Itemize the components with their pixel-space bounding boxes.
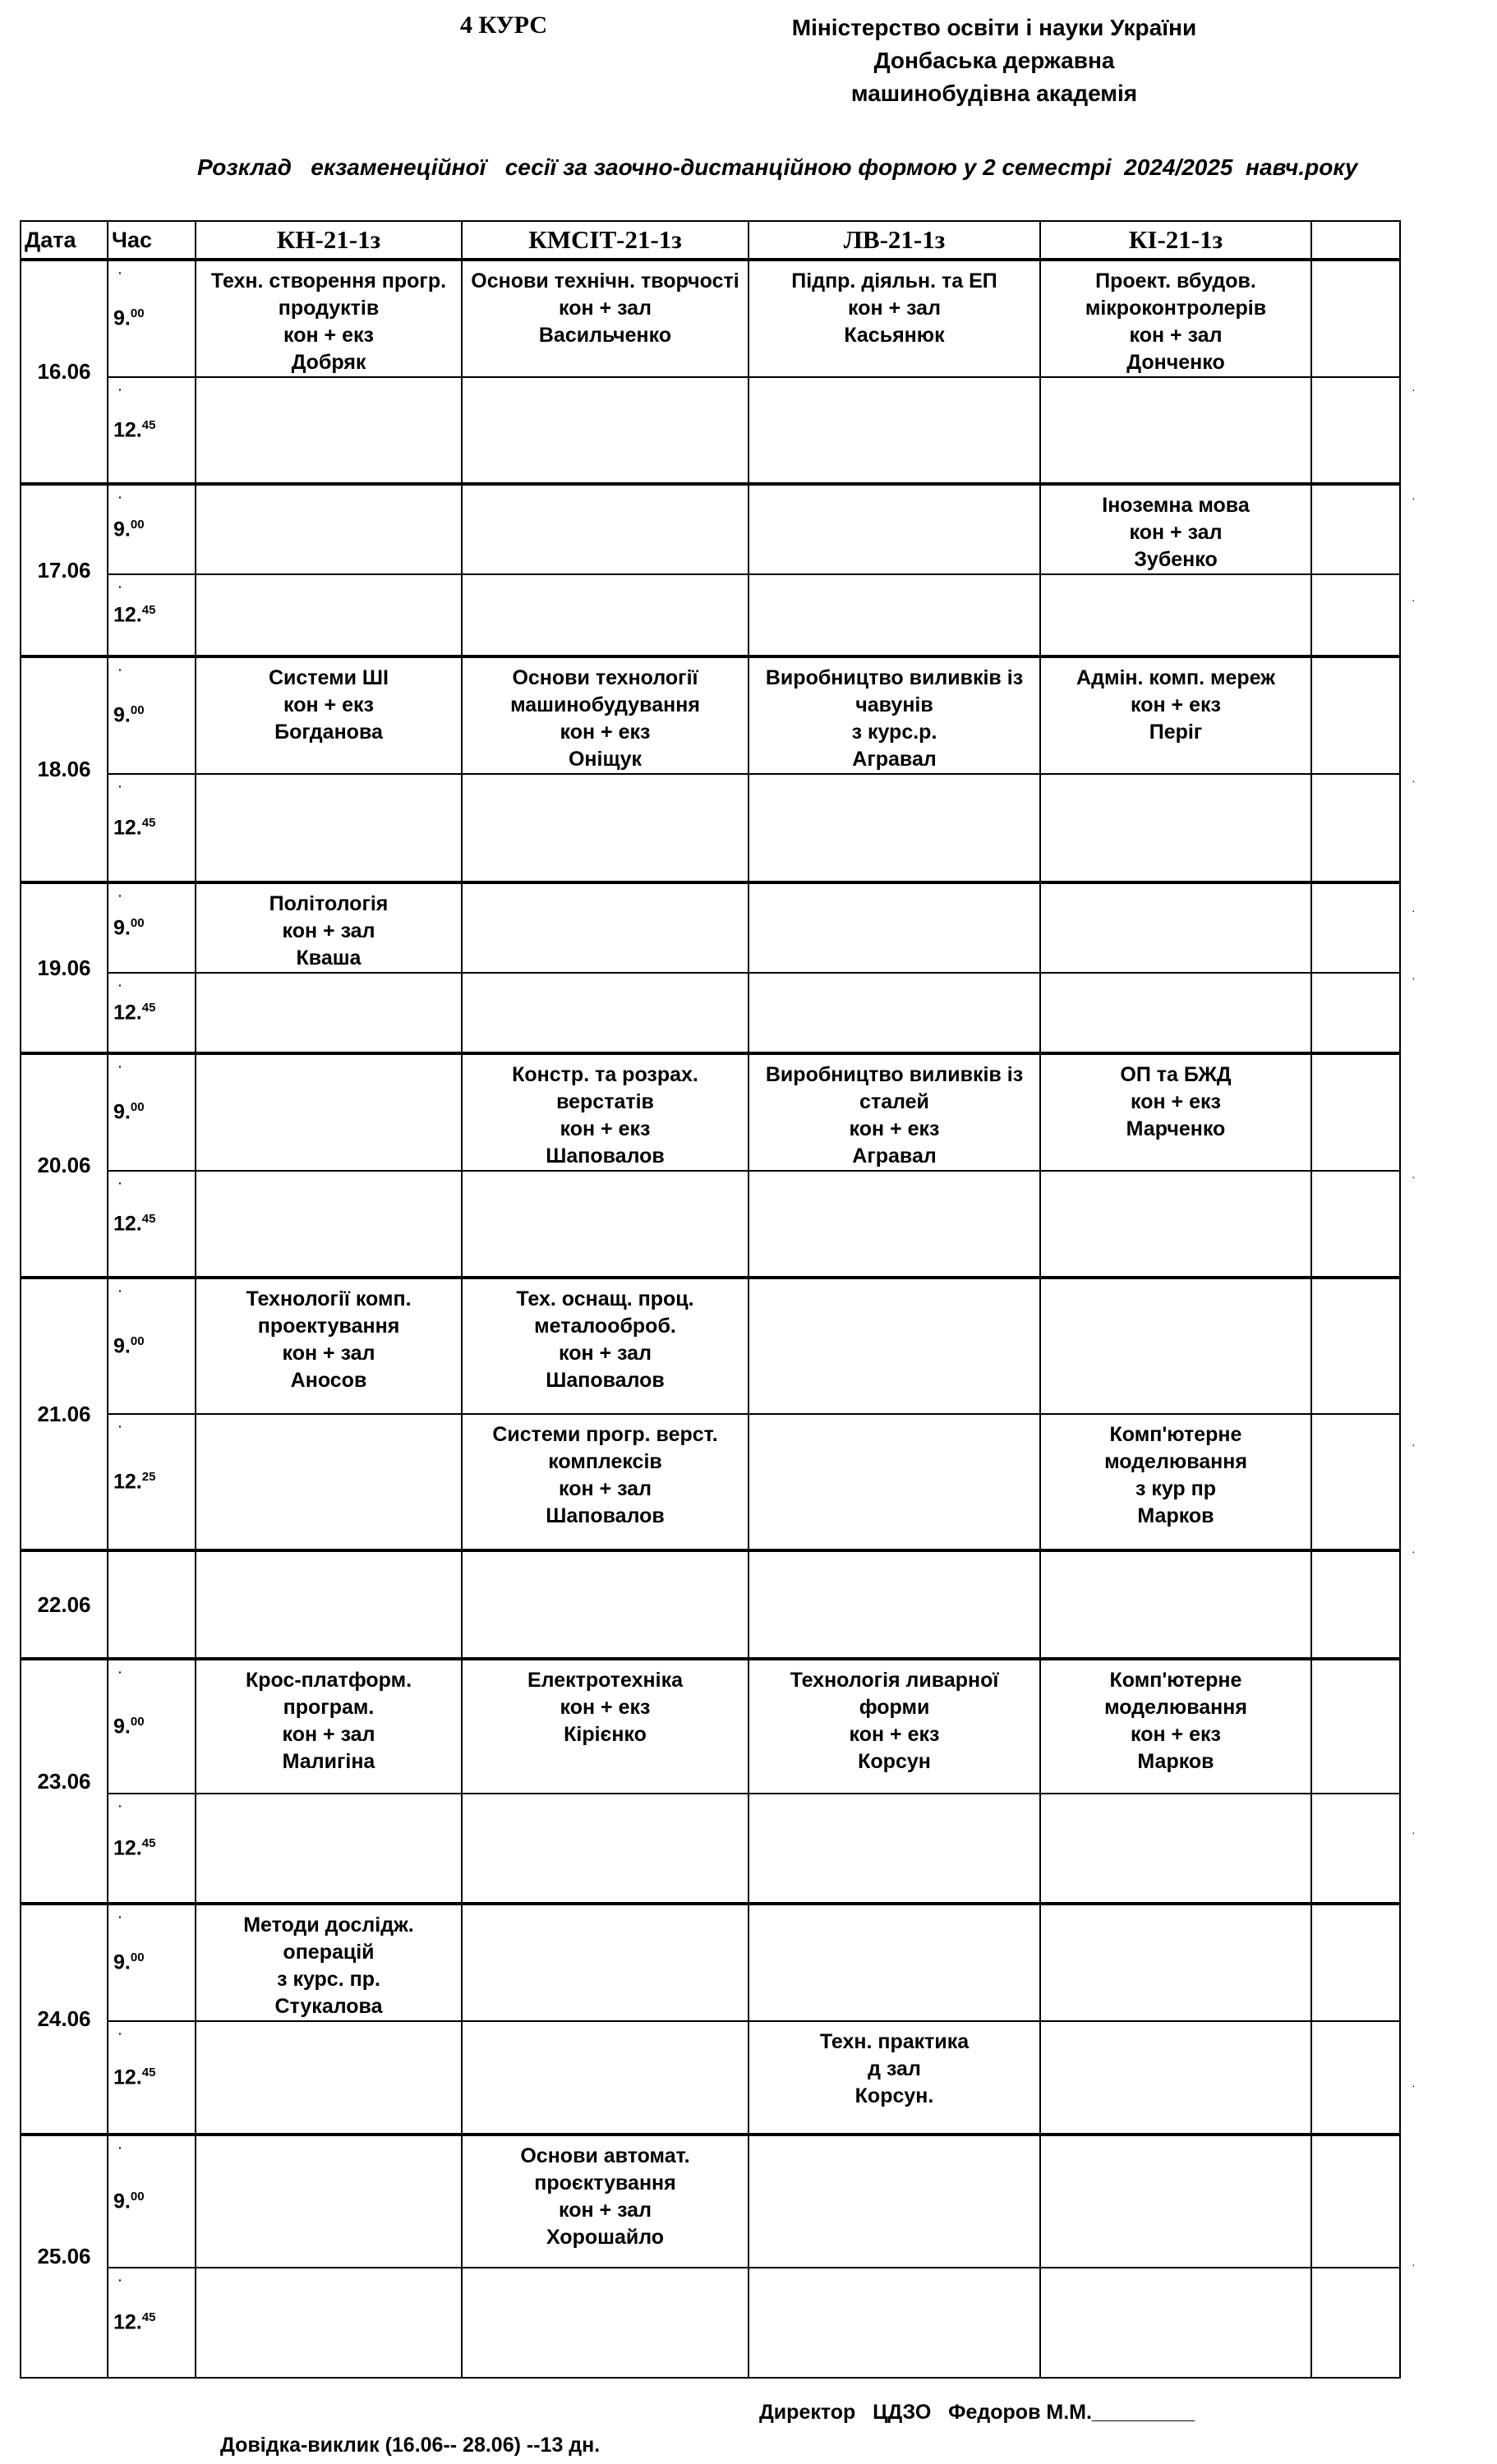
- exam-cell: [196, 2021, 462, 2135]
- dot-marker: ·: [118, 580, 122, 593]
- exam-cell: [1040, 2135, 1311, 2268]
- exam-cell: [1311, 1794, 1400, 1904]
- time-hour: 9.: [113, 703, 131, 727]
- exam-cell: [462, 377, 748, 484]
- margin-tick: ·: [1412, 774, 1416, 787]
- exam-cell: Констр. та розрах. верстатів кон + екз Шаповалов: [462, 1053, 748, 1171]
- margin-tick: ·: [1412, 1170, 1416, 1183]
- exam-cell: Адмін. комп. мереж кон + екз Періг: [1040, 656, 1311, 774]
- time-hour: 9.: [113, 306, 131, 330]
- exam-cell: [1040, 1794, 1311, 1904]
- time-hour: 9.: [113, 1100, 131, 1124]
- exam-cell: [1311, 2135, 1400, 2268]
- table-row: [21, 484, 1400, 574]
- time-hour: 12.: [113, 418, 142, 442]
- exam-cell: Технологія ливарної форми кон + екз Корсун: [748, 1659, 1040, 1794]
- exam-cell: [196, 774, 462, 882]
- exam-cell: Електротехніка кон + екз Кірієнко: [462, 1659, 748, 1794]
- exam-cell: [1311, 377, 1400, 484]
- table-row: [21, 1794, 1400, 1904]
- exam-cell: [1040, 1550, 1311, 1659]
- table-row: [21, 656, 1400, 774]
- ministry-line: Донбаська державна: [873, 48, 1115, 73]
- date-cell: 19.06: [21, 882, 108, 1053]
- time-hour: 12.: [113, 2066, 142, 2089]
- date-cell: 20.06: [21, 1053, 108, 1278]
- exam-cell: ОП та БЖД кон + екз Марченко: [1040, 1053, 1311, 1171]
- time-cell: [108, 2135, 196, 2268]
- exam-cell: [1040, 2268, 1311, 2378]
- exam-cell: Підпр. діяльн. та ЕП кон + зал Касьянюк: [748, 260, 1040, 377]
- exam-cell: [1040, 1171, 1311, 1278]
- time-cell: [108, 1278, 196, 1414]
- time-minutes: 45: [141, 1000, 156, 1015]
- exam-cell: [462, 484, 748, 574]
- time-cell: [108, 1171, 196, 1278]
- time-minutes: 45: [141, 815, 156, 830]
- dot-marker: ·: [118, 1177, 122, 1190]
- margin-tick: ·: [1412, 1826, 1416, 1839]
- exam-cell: [462, 1794, 748, 1904]
- director-signature: Директор ЦДЗО Федоров М.М._________: [759, 2401, 1195, 2424]
- exam-cell: Методи дослідж. операцій з курс. пр. Стукалова: [196, 1904, 462, 2021]
- table-row: [21, 1659, 1400, 1794]
- margin-tick: ·: [1412, 2079, 1416, 2092]
- date-cell: 24.06: [21, 1904, 108, 2135]
- exam-cell: [1311, 1278, 1400, 1414]
- exam-cell: [748, 882, 1040, 973]
- exam-cell: [1311, 973, 1400, 1053]
- table-row: [21, 973, 1400, 1053]
- table-row: [21, 2268, 1400, 2378]
- margin-tick: ·: [1412, 1545, 1416, 1558]
- exam-cell: [462, 2268, 748, 2378]
- time-hour: 9.: [113, 1334, 131, 1358]
- exam-cell: [748, 484, 1040, 574]
- exam-cell: [748, 574, 1040, 656]
- exam-cell: Іноземна мова кон + зал Зубенко: [1040, 484, 1311, 574]
- time-minutes: 00: [130, 1333, 145, 1348]
- table-row: [21, 574, 1400, 656]
- dot-marker: ·: [118, 2273, 122, 2287]
- dot-marker: ·: [118, 1799, 122, 1812]
- exam-cell: Техн. створення прогр. продуктів кон + екз Добряк: [196, 260, 462, 377]
- exam-cell: [196, 1550, 462, 1659]
- exam-cell: [1040, 1904, 1311, 2021]
- time-hour: 9.: [113, 518, 131, 541]
- table-row: [21, 1171, 1400, 1278]
- exam-cell: [1311, 656, 1400, 774]
- exam-cell: Техн. практика д зал Корсун.: [748, 2021, 1040, 2135]
- group-header: ЛВ-21-1з: [748, 221, 1040, 260]
- margin-tick: ·: [1412, 2258, 1416, 2271]
- ministry-line: машинобудівна академія: [850, 81, 1138, 106]
- exam-cell: [748, 2268, 1040, 2378]
- exam-cell: [748, 1550, 1040, 1659]
- exam-cell: Крос-платформ. програм. кон + зал Малигіна: [196, 1659, 462, 1794]
- date-cell: 18.06: [21, 656, 108, 882]
- table-row: [21, 1053, 1400, 1171]
- table-row: [21, 882, 1400, 973]
- exam-cell: [748, 973, 1040, 1053]
- exam-cell: [196, 1414, 462, 1550]
- ministry-header: [764, 12, 1224, 110]
- dot-marker: ·: [118, 1284, 122, 1297]
- exam-cell: Системи ШІ кон + екз Богданова: [196, 656, 462, 774]
- group-header: КМСІТ-21-1з: [462, 221, 748, 260]
- dovidka-note: Довідка-виклик (16.06-- 28.06) --13 дн.: [220, 2434, 601, 2457]
- exam-cell: [196, 1794, 462, 1904]
- exam-cell: [1311, 882, 1400, 973]
- exam-cell: Основи технічн. творчості кон + зал Васильченко: [462, 260, 748, 377]
- date-cell: 23.06: [21, 1659, 108, 1904]
- exam-cell: [1311, 2021, 1400, 2135]
- dot-marker: ·: [118, 780, 122, 793]
- date-cell: 21.06: [21, 1278, 108, 1550]
- date-cell: 16.06: [21, 260, 108, 484]
- exam-cell: Політологія кон + зал Кваша: [196, 882, 462, 973]
- table-row: [21, 377, 1400, 484]
- time-minutes: 25: [141, 1469, 156, 1484]
- col-date-header: Дата: [21, 221, 108, 260]
- exam-cell: [748, 377, 1040, 484]
- exam-cell: [462, 574, 748, 656]
- time-minutes: 00: [130, 517, 145, 532]
- time-minutes: 00: [130, 915, 145, 930]
- exam-cell: [748, 1171, 1040, 1278]
- exam-cell: [748, 2135, 1040, 2268]
- exam-cell: [1311, 2268, 1400, 2378]
- time-cell: [108, 1794, 196, 1904]
- exam-cell: Комп'ютерне моделювання з кур пр Марков: [1040, 1414, 1311, 1550]
- time-cell: [108, 574, 196, 656]
- exam-cell: [196, 973, 462, 1053]
- time-minutes: 45: [141, 2310, 156, 2325]
- exam-cell: [196, 484, 462, 574]
- date-cell: 22.06: [21, 1550, 108, 1659]
- time-minutes: 45: [141, 417, 156, 432]
- exam-cell: [1040, 973, 1311, 1053]
- course-label: 4 КУРС: [460, 12, 548, 39]
- exam-cell: [1311, 484, 1400, 574]
- time-hour: 12.: [113, 1001, 142, 1025]
- table-row: [21, 260, 1400, 377]
- exam-cell: [1040, 574, 1311, 656]
- dot-marker: ·: [118, 889, 122, 902]
- time-cell: [108, 2021, 196, 2135]
- exam-cell: [196, 2268, 462, 2378]
- margin-tick: ·: [1412, 971, 1416, 984]
- table-row: [21, 1278, 1400, 1414]
- time-cell: [108, 1904, 196, 2021]
- date-cell: 25.06: [21, 2135, 108, 2378]
- dot-marker: ·: [118, 1420, 122, 1433]
- time-minutes: 45: [141, 2065, 156, 2079]
- exam-cell: [462, 1550, 748, 1659]
- exam-cell: [1040, 882, 1311, 973]
- dot-marker: ·: [118, 663, 122, 676]
- dot-marker: ·: [118, 266, 122, 279]
- time-minutes: 45: [141, 602, 156, 617]
- dot-marker: ·: [118, 1910, 122, 1923]
- time-hour: 12.: [113, 2310, 142, 2334]
- exam-cell: [748, 1414, 1040, 1550]
- exam-cell: Виробництво виливків із сталей кон + екз Агравал: [748, 1053, 1040, 1171]
- exam-cell: [1311, 1171, 1400, 1278]
- time-hour: 12.: [113, 1470, 142, 1494]
- time-hour: 12.: [113, 603, 142, 627]
- time-hour: 9.: [113, 1950, 131, 1974]
- time-minutes: 00: [130, 306, 145, 321]
- time-cell: [108, 973, 196, 1053]
- time-cell: [108, 656, 196, 774]
- time-minutes: 00: [130, 1100, 145, 1115]
- exam-cell: [462, 774, 748, 882]
- exam-cell: [462, 1904, 748, 2021]
- time-hour: 9.: [113, 2190, 131, 2213]
- exam-cell: [196, 2135, 462, 2268]
- exam-cell: Виробництво виливків із чавунів з курс.р. Агравал: [748, 656, 1040, 774]
- schedule-title: Розклад екзаменеційної сесії за заочно-дистанційною формою у 2 семестрі 2024/2025 навч.року: [197, 154, 1358, 180]
- exam-cell: [1040, 377, 1311, 484]
- time-hour: 12.: [113, 816, 142, 840]
- exam-cell: [748, 1904, 1040, 2021]
- exam-cell: [1311, 1550, 1400, 1659]
- exam-schedule-table: [20, 220, 1401, 2379]
- exam-cell: Тех. оснащ. проц. металооброб. кон + зал Шаповалов: [462, 1278, 748, 1414]
- exam-cell: [196, 574, 462, 656]
- time-minutes: 45: [141, 1835, 156, 1850]
- group-header: [1311, 221, 1400, 260]
- exam-cell: [1311, 1659, 1400, 1794]
- exam-cell: [1040, 774, 1311, 882]
- exam-cell: [1040, 2021, 1311, 2135]
- time-minutes: 00: [130, 2189, 145, 2204]
- table-row: [21, 1414, 1400, 1550]
- margin-tick: ·: [1412, 593, 1416, 606]
- time-cell: [108, 260, 196, 377]
- exam-cell: [748, 1278, 1040, 1414]
- dot-marker: ·: [118, 979, 122, 992]
- time-cell: [108, 1053, 196, 1171]
- date-cell: 17.06: [21, 484, 108, 656]
- margin-tick: ·: [1412, 904, 1416, 917]
- exam-cell: [1311, 1414, 1400, 1550]
- exam-cell: Основи технології машинобудування кон + екз Оніщук: [462, 656, 748, 774]
- exam-cell: [462, 2021, 748, 2135]
- exam-cell: [1311, 260, 1400, 377]
- exam-cell: Системи прогр. верст. комплексів кон + зал Шаповалов: [462, 1414, 748, 1550]
- exam-cell: [1040, 1278, 1311, 1414]
- time-cell: [108, 2268, 196, 2378]
- exam-cell: [1311, 574, 1400, 656]
- time-hour: 12.: [113, 1212, 142, 1236]
- margin-tick: ·: [1412, 383, 1416, 396]
- table-row: [21, 774, 1400, 882]
- dot-marker: ·: [118, 490, 122, 504]
- exam-cell: [196, 377, 462, 484]
- time-minutes: 45: [141, 1211, 156, 1226]
- header-row: [21, 221, 1400, 260]
- exam-cell: [462, 973, 748, 1053]
- dot-marker: ·: [118, 1665, 122, 1679]
- exam-cell: Комп'ютерне моделювання кон + екз Марков: [1040, 1659, 1311, 1794]
- time-hour: 12.: [113, 1836, 142, 1860]
- time-cell: [108, 1550, 196, 1659]
- dot-marker: ·: [118, 2027, 122, 2040]
- dot-marker: ·: [118, 2141, 122, 2154]
- time-cell: [108, 1659, 196, 1794]
- dot-marker: ·: [118, 383, 122, 396]
- exam-cell: [196, 1171, 462, 1278]
- exam-cell: [748, 1794, 1040, 1904]
- table-row: [21, 2135, 1400, 2268]
- exam-cell: [1311, 774, 1400, 882]
- table-row: [21, 2021, 1400, 2135]
- group-header: КН-21-1з: [196, 221, 462, 260]
- time-minutes: 00: [130, 1714, 145, 1729]
- time-hour: 9.: [113, 1715, 131, 1739]
- table-row: [21, 1904, 1400, 2021]
- ministry-line: Міністерство освіти і науки України: [791, 15, 1197, 40]
- exam-cell: [462, 1171, 748, 1278]
- exam-cell: Основи автомат. проєктування кон + зал Хорошайло: [462, 2135, 748, 2268]
- margin-tick: ·: [1412, 491, 1416, 504]
- margin-tick: ·: [1412, 1438, 1416, 1451]
- exam-cell: [196, 1053, 462, 1171]
- time-minutes: 00: [130, 703, 145, 718]
- exam-cell: [462, 882, 748, 973]
- exam-cell: Проект. вбудов. мікроконтролерів кон + зал Донченко: [1040, 260, 1311, 377]
- time-cell: [108, 1414, 196, 1550]
- col-time-header: Час: [108, 221, 196, 260]
- exam-cell: [748, 774, 1040, 882]
- exam-cell: [1311, 1904, 1400, 2021]
- table-row: [21, 1550, 1400, 1659]
- dot-marker: ·: [118, 1060, 122, 1073]
- group-header: КІ-21-1з: [1040, 221, 1311, 260]
- exam-cell: Технології комп. проектування кон + зал Аносов: [196, 1278, 462, 1414]
- time-cell: [108, 774, 196, 882]
- time-cell: [108, 377, 196, 484]
- time-hour: 9.: [113, 916, 131, 940]
- time-cell: [108, 882, 196, 973]
- time-cell: [108, 484, 196, 574]
- exam-cell: [1311, 1053, 1400, 1171]
- time-minutes: 00: [130, 1950, 145, 1965]
